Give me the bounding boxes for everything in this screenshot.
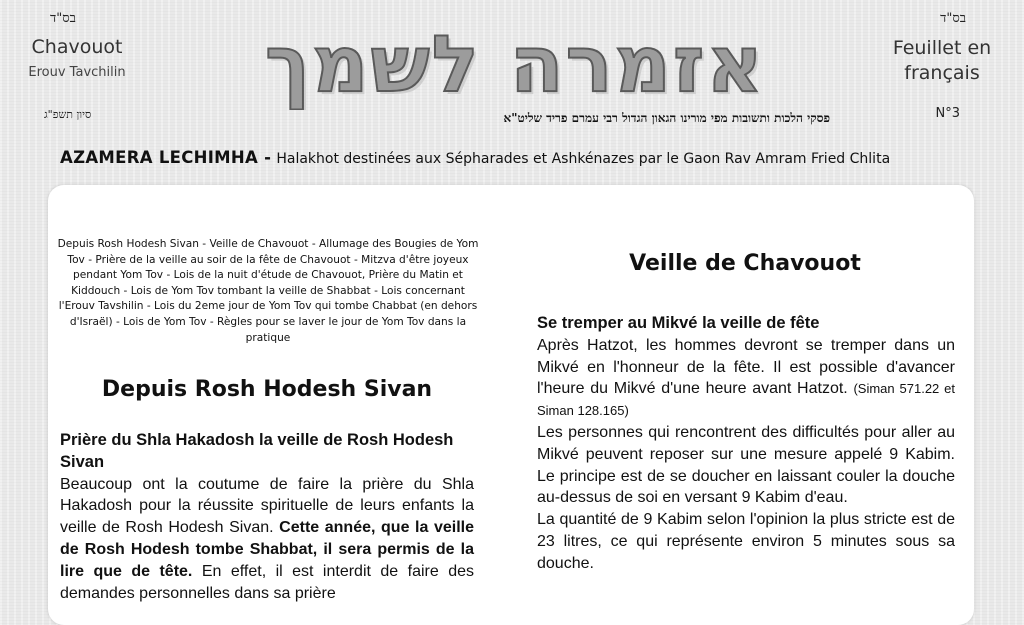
bsd-right: בס"ד (940, 11, 966, 26)
right-paragraph-1 (537, 335, 955, 422)
banner (60, 148, 890, 167)
left-section-heading: Depuis Rosh Hodesh Sivan (101, 377, 433, 402)
hebrew-date: סיון תשפ"ג (44, 108, 92, 121)
banner-brand: AZAMERA LECHIMHA - (60, 148, 272, 167)
issue-number: N°3 (935, 106, 960, 121)
right-paragraph-3: La quantité de 9 Kabim selon l'opinion la plus stricte est de 23 litres, ce qui représente environ 5 minutes sous sa douche. (537, 511, 955, 572)
right-section-heading: Veille de Chavouot (629, 251, 861, 276)
holiday-title: Chavouot (31, 36, 123, 58)
language-label-line1: Feuillet en (892, 37, 992, 59)
banner-tagline: Halakhot destinées aux Sépharades et Ashkénazes par le Gaon Rav Amram Fried Chlita (276, 151, 891, 167)
bsd-left: בס"ד (50, 11, 76, 26)
left-para-bold: Cette année, que la veille de Rosh Hodesh tombe Shabbat, il sera permis de la lire que de tête. (60, 519, 475, 580)
left-paragraph (60, 474, 474, 605)
right-para1-text: Après Hatzot, les hommes devront se tremper dans un Mikvé en l'honneur de la fête. Il est possible d'avancer l'heure du Mikvé d'une heure avant Hatzot. (537, 336, 955, 398)
language-label-line2: français (904, 62, 980, 84)
topics-summary: Depuis Rosh Hodesh Sivan - Veille de Chavouot - Allumage des Bougies de Yom Tov - Prière de la veille au soir de la fête de Chavouot - Mitzva d'être joyeux pendant Yom Tov - Lois de la nuit d'étude de Chavouot, Prière du Matin et Kiddouch - Lois de Yom Tov tombant la veille de Shabbat - Lois concernant l'Erouv Tavshilin - Lois du 2eme jour de Yom Tov qui tombe Chabbat (en dehors d'Israël) - Lois de Yom Tov - Règles pour se laver le jour de Yom Tov dans la pratique (57, 238, 479, 344)
left-para-text-a: Beaucoup ont la coutume de faire la prière du Shla Hakadosh pour la réussite spirituelle de leurs enfants la veille de Rosh Hodesh Sivan. (60, 475, 474, 537)
holiday-subtitle: Erouv Tavchilin (28, 65, 126, 80)
right-column (537, 313, 955, 575)
masthead-logo: אזמרה לשמך (265, 20, 765, 110)
right-paragraph-2: Les personnes qui rencontrent des difficultés pour aller au Mikvé peuvent reposer sur une mesure appelé 9 Kabim. Le principe est de se doucher en laissant couler la douche au-dessus de soi en versant 9 Kabim d'eau. (537, 423, 955, 507)
left-column (60, 430, 474, 604)
left-para-text-b: En effet, il est interdit de faire des demandes personnelles dans sa prière (60, 562, 474, 602)
language-label (882, 36, 1002, 86)
left-subheading: Prière du Shla Hakadosh la veille de Rosh Hodesh Sivan (60, 431, 454, 471)
right-subheading: Se tremper au Mikvé la veille de fête (537, 314, 820, 332)
right-para1-ref: (Siman 571.22 et Siman 128.165) (537, 381, 955, 419)
hebrew-subtitle: פסקי הלכות ותשובות מפי מורינו הגאון הגדול רבי עמרם פריד שליט"א (503, 111, 830, 125)
